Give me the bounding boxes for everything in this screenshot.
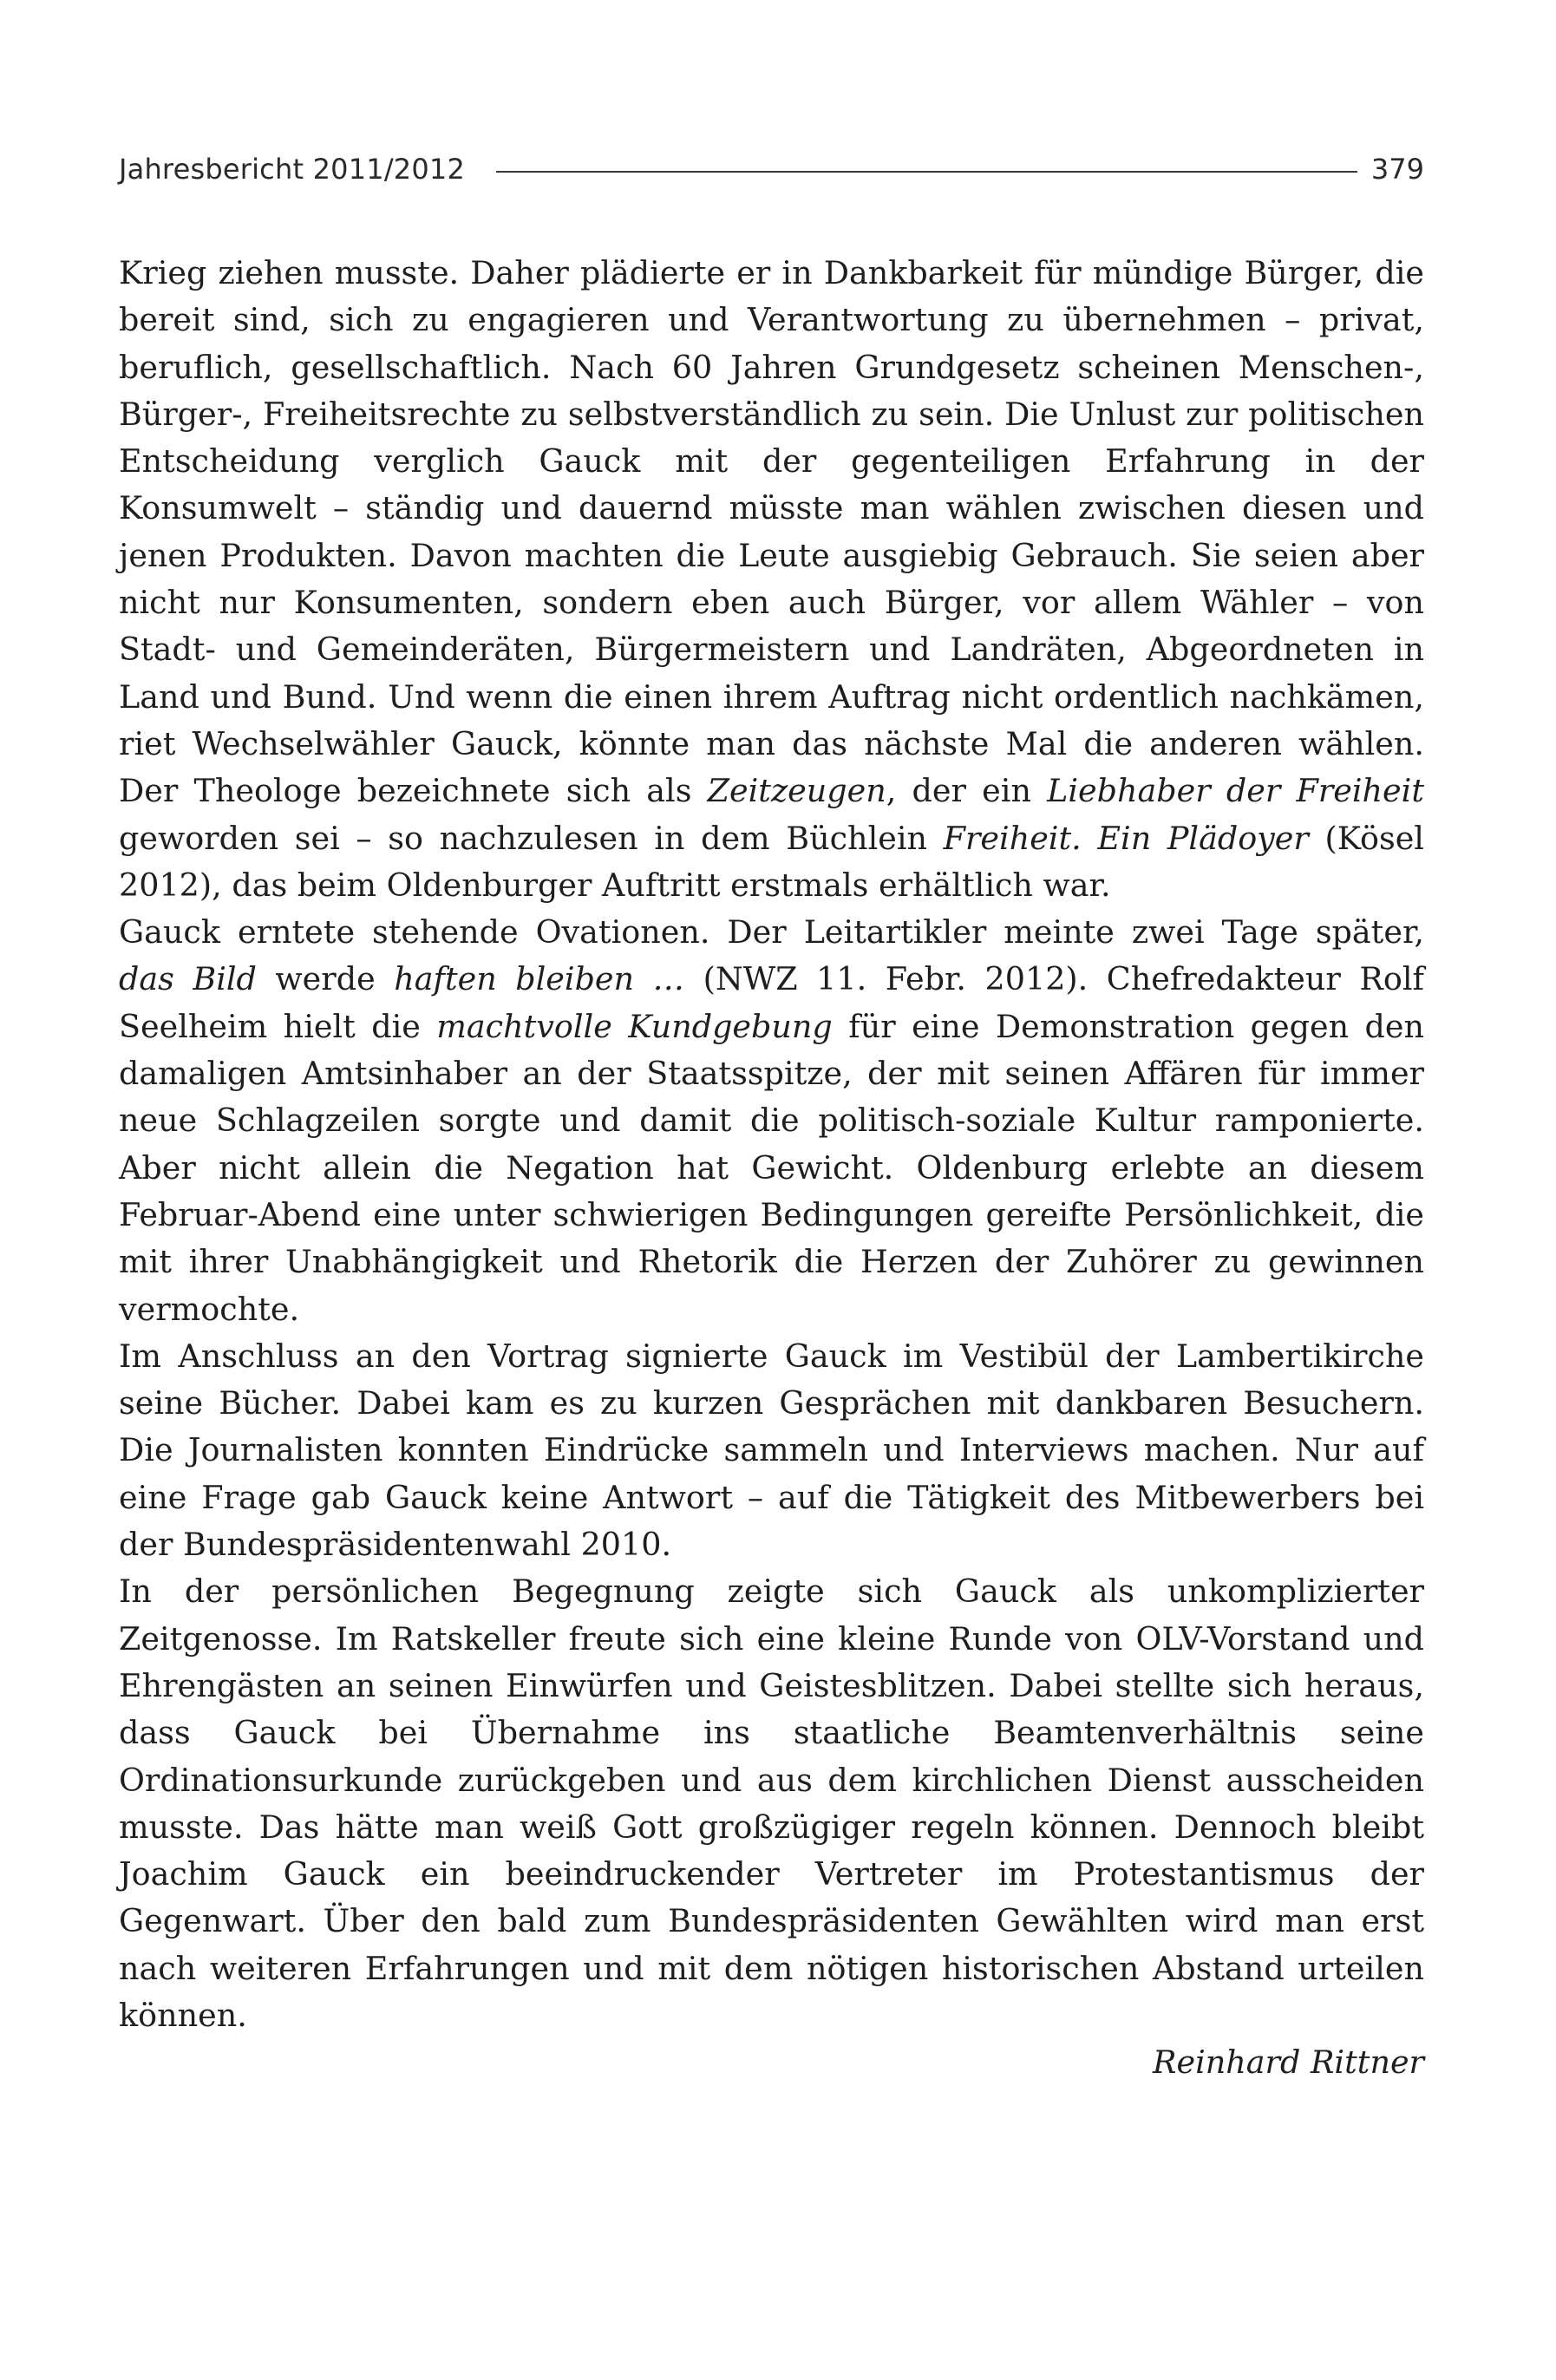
text-run: In der persönlichen Begegnung zeigte sich Gauck als unkomplizierter Zeitgenosse. Im Ratskeller freute sich eine kleine Runde von OLV-Vorstand und Ehrengästen an seinen Einwürfen und Geistesblitzen. Dabei stellte sich heraus, dass Gauck bei Übernahme ins staatliche Beamtenverhältnis seine Ordinationsurkunde zurückgeben und aus dem kirchlichen Dienst ausscheiden musste. Das hätte man weiß Gott großzügiger regeln können. Dennoch bleibt Joachim Gauck ein beeindruckender Vertreter im Protestantismus der Gegenwart. Über den bald zum Bundespräsidenten Gewählten wird man erst nach weiteren Erfahrungen und mit dem nötigen historischen Abstand urteilen können. bbox=[119, 1572, 1424, 2034]
running-header bbox=[119, 147, 1424, 191]
text-run: werde bbox=[256, 960, 395, 998]
italic-text: das Bild bbox=[119, 960, 257, 998]
article-body bbox=[119, 250, 1424, 2087]
text-run: (Kösel 2012), das beim Oldenburger Auftritt erstmals erhältlich war. bbox=[119, 819, 1424, 904]
paragraph bbox=[119, 250, 1424, 909]
author-signature: Reinhard Rittner bbox=[1153, 2043, 1424, 2082]
italic-text: Zeitzeugen bbox=[707, 772, 886, 810]
italic-text: Freiheit. Ein Plädoyer bbox=[943, 819, 1309, 857]
text-run: Im Anschluss an den Vortrag signierte Gauck im Vestibül der Lambertikirche seine Bücher. Dabei kam es zu kurzen Gesprächen mit dankbaren Besuchern. Die Journalisten konnten Eindrücke sammeln und Interviews machen. Nur auf eine Frage gab Gauck keine Antwort – auf die Tätigkeit des Mitbewerbers bei der Bundespräsidentenwahl 2010. bbox=[119, 1337, 1424, 1564]
paragraph bbox=[119, 909, 1424, 1333]
italic-text: haften bleiben … bbox=[394, 960, 685, 998]
text-run: Krieg ziehen musste. Daher plädierte er in Dankbarkeit für mündige Bürger, die bereit sind, sich zu engagieren und Verantwortung zu übernehmen – privat, beruflich, gesellschaftlich. Nach 60 Jahren Grundgesetz scheinen Menschen-, Bürger-, Freiheitsrechte zu selbstverständlich zu sein. Die Unlust zur politischen Entscheidung verglich Gauck mit der gegenteiligen Erfahrung in der Konsumwelt – ständig und dauernd müsste man wählen zwischen diesen und jenen Produkten. Davon machten die Leute ausgiebig Gebrauch. Sie seien aber nicht nur Konsumenten, sondern eben auch Bürger, vor allem Wähler – von Stadt- und Gemeinderäten, Bürgermeistern und Landräten, Abgeordneten in Land und Bund. Und wenn die einen ihrem Auftrag nicht ordentlich nachkämen, riet Wechselwähler Gauck, könnte man das nächste Mal die anderen wählen. Der Theologe bezeichnete sich als bbox=[119, 254, 1424, 810]
header-rule bbox=[496, 171, 1357, 173]
journal-title: Jahresbericht 2011/2012 bbox=[119, 153, 466, 186]
paragraph bbox=[119, 1568, 1424, 2039]
text-run: Gauck erntete stehende Ovationen. Der Leitartikler meinte zwei Tage später, bbox=[119, 913, 1424, 951]
text-run: (NWZ 11. Febr. 2012). Chefredakteur Rolf Seelheim hielt die bbox=[119, 960, 1424, 1045]
italic-text: machtvolle Kundgebung bbox=[436, 1007, 833, 1045]
italic-text: Liebhaber der Freiheit bbox=[1047, 772, 1424, 810]
paragraph bbox=[119, 1333, 1424, 1568]
text-run: geworden sei – so nachzulesen in dem Büchlein bbox=[119, 819, 944, 857]
page-number: 379 bbox=[1370, 153, 1424, 186]
text-run: für eine Demonstration gegen den damaligen Amtsinhaber an der Staatsspitze, der mit seinen Affären für immer neue Schlagzeilen sorgte und damit die politisch-soziale Kultur ramponierte. Aber nicht allein die Negation hat Gewicht. Oldenburg erlebte an diesem Februar-Abend eine unter schwierigen Bedingungen gereifte Persönlichkeit, die mit ihrer Unabhängigkeit und Rhetorik die Herzen der Zuhörer zu gewinnen vermochte. bbox=[119, 1007, 1425, 1328]
text-run: , der ein bbox=[886, 772, 1048, 810]
